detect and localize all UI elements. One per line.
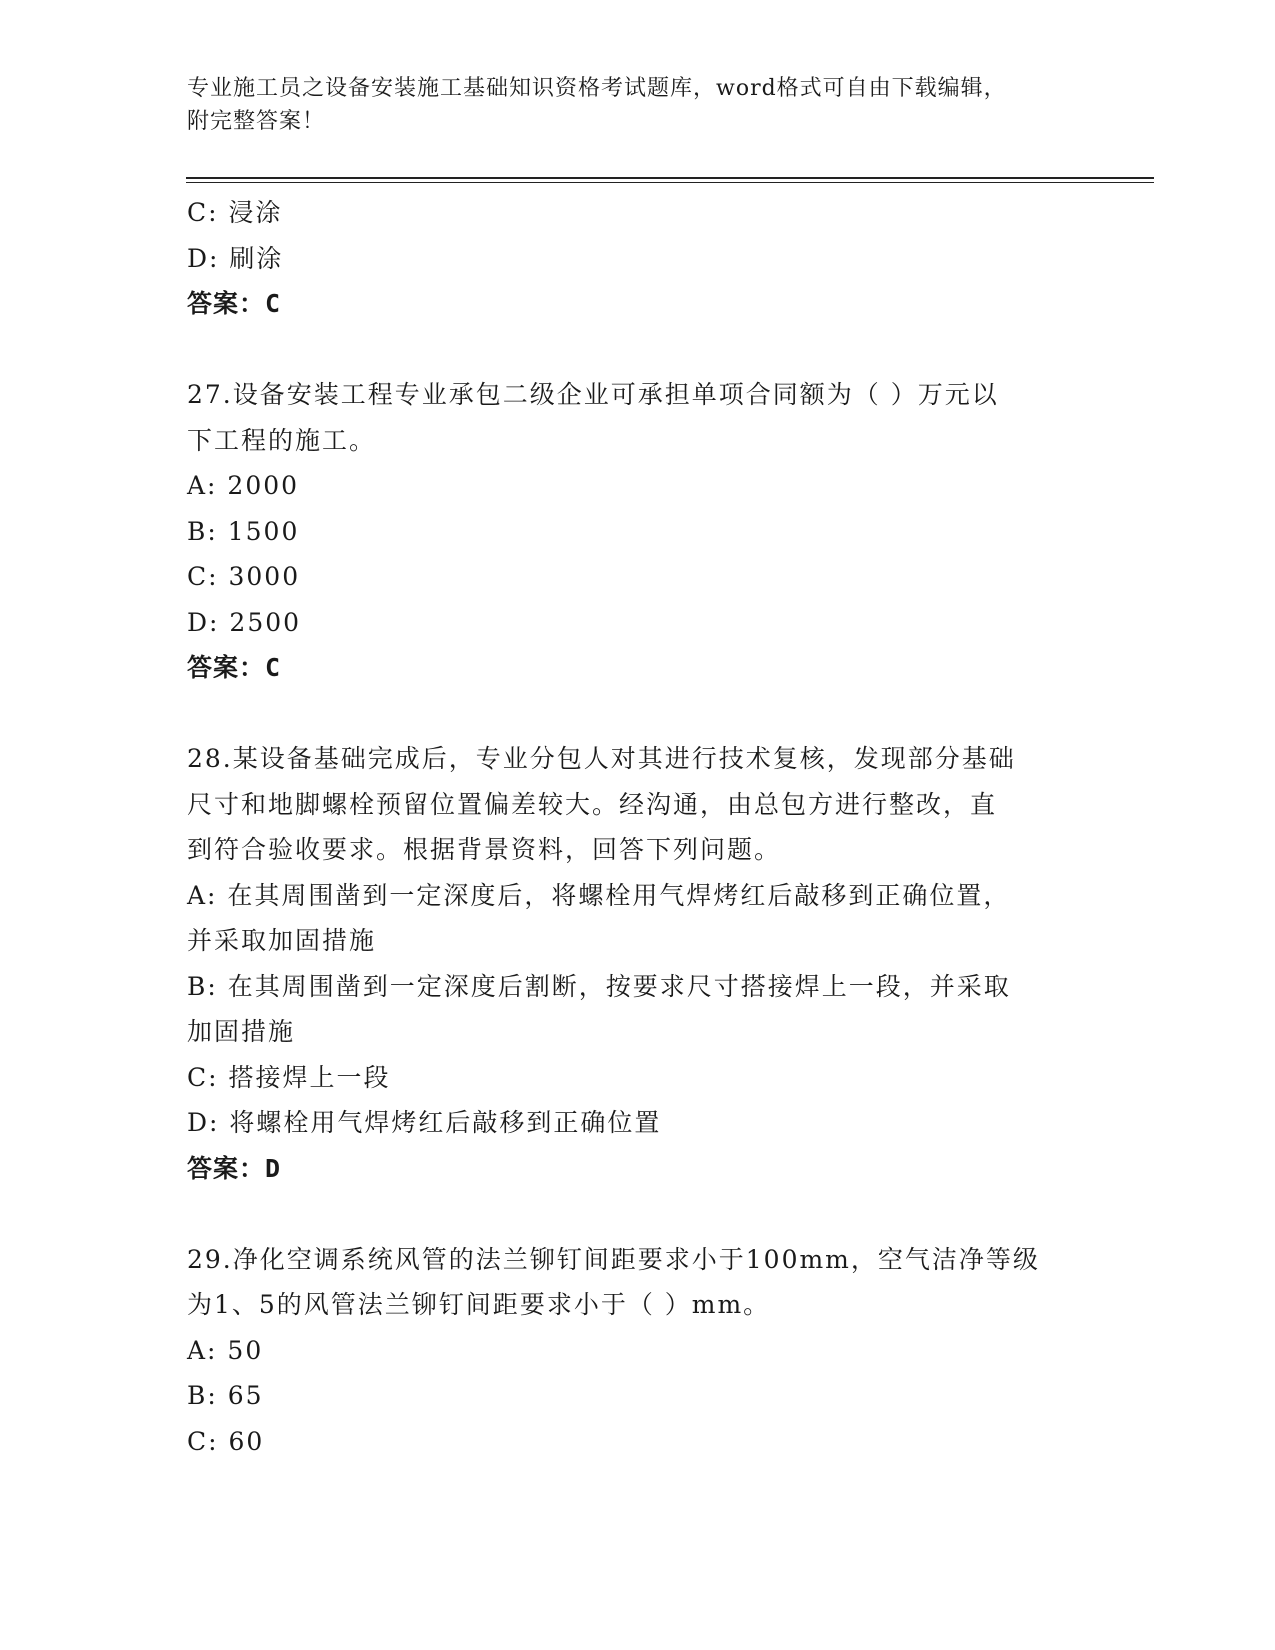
option-c: C: 3000 (187, 562, 301, 591)
option-d: D: 刷涂 (187, 243, 284, 273)
option-b: B: 1500 (187, 516, 300, 546)
header-line-1: 专业施工员之设备安装施工基础知识资格考试题库，word格式可自由下载编辑， (187, 76, 1007, 101)
header-divider-thick (186, 177, 1154, 179)
question-stem: 尺寸和地脚螺栓预留位置偏差较大。经沟通，由总包方进行整改，直 (187, 789, 998, 819)
option-a: A: 50 (187, 1335, 264, 1365)
option-c: C: 搭接焊上一段 (187, 1062, 391, 1092)
option-d: D: 2500 (187, 607, 302, 637)
option-a: A: 在其周围凿到一定深度后，将螺栓用气焊烤红后敲移到正确位置， (187, 880, 1011, 910)
question-stem: 为1、5的风管法兰铆钉间距要求小于（ ）mm。 (187, 1290, 771, 1319)
answer: 答案：D (187, 1153, 282, 1183)
document-header (187, 72, 1067, 138)
question-stem: 28.某设备基础完成后，专业分包人对其进行技术复核，发现部分基础 (187, 744, 1016, 773)
header-line-2: 附完整答案！ (187, 109, 326, 134)
question-stem: 下工程的施工。 (187, 425, 377, 455)
option-b: B: 在其周围凿到一定深度后割断，按要求尺寸搭接焊上一段，并采取 (187, 971, 1011, 1001)
answer: 答案：C (187, 289, 282, 318)
option-c: C: 60 (187, 1426, 265, 1456)
option-c: C: 浸涂 (187, 198, 283, 227)
option-d: D: 将螺栓用气焊烤红后敲移到正确位置 (187, 1108, 662, 1137)
option-b: B: 65 (187, 1381, 264, 1410)
question-stem: 到符合验收要求。根据背景资料，回答下列问题。 (187, 835, 782, 864)
answer: 答案：C (187, 653, 282, 682)
option-b-cont: 加固措施 (187, 1017, 296, 1046)
question-stem: 27.设备安装工程专业承包二级企业可承担单项合同额为（ ）万元以 (187, 380, 999, 409)
question-stem: 29.净化空调系统风管的法兰铆钉间距要求小于100mm，空气洁净等级 (187, 1244, 1040, 1274)
option-a-cont: 并采取加固措施 (187, 926, 377, 955)
option-a: A: 2000 (187, 471, 300, 500)
header-divider-thin (186, 182, 1154, 183)
question-content (187, 190, 1087, 1464)
